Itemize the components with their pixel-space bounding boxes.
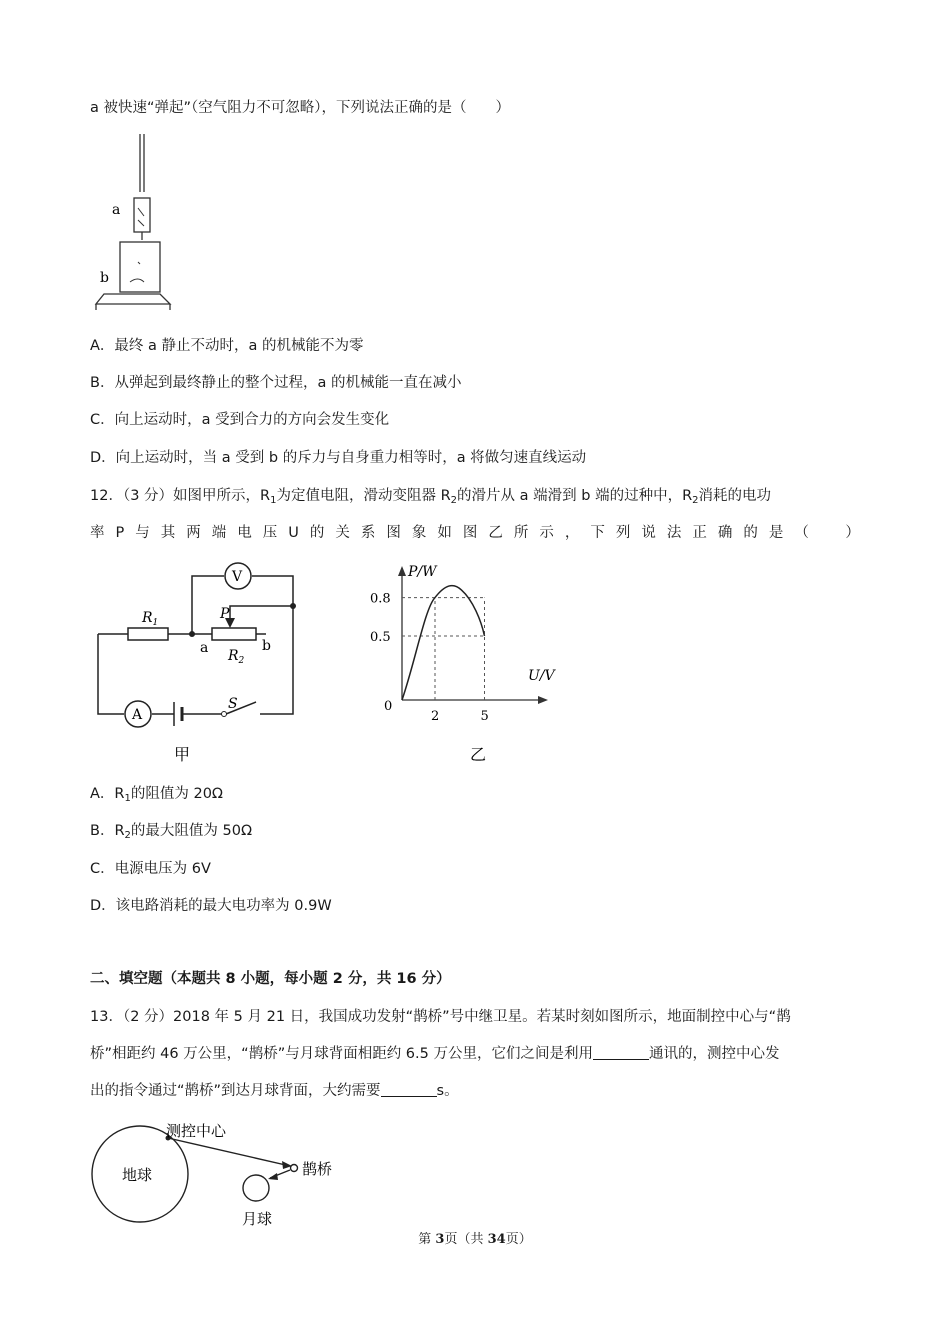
- q12-option-a: A．$R_1$的阻值为 20Ω: [90, 786, 224, 804]
- terminal-a-label: a: [200, 640, 209, 656]
- magnet-a: [134, 198, 150, 232]
- q12-line2-word: 系: [360, 525, 376, 541]
- control-center-label: 测控中心: [166, 1122, 227, 1140]
- q12-line2-word: 端: [211, 525, 227, 541]
- q12-line2-word: 象: [411, 525, 427, 541]
- q12-line2-word: 的: [309, 525, 325, 541]
- voltmeter-label: V: [232, 569, 243, 585]
- q12-line2-word: 列: [615, 525, 631, 541]
- q12-line2-word: U: [288, 525, 299, 541]
- q12-line2-word: 与: [135, 525, 150, 541]
- q12-line2-word: 图: [386, 525, 401, 541]
- q13-blank-2[interactable]: [381, 1082, 437, 1097]
- q12-line2-word: 说: [641, 525, 656, 541]
- q12-option-d: D．该电路消耗的最大电功率为 0.9W: [90, 898, 332, 914]
- stand-base: [96, 294, 170, 304]
- q12-line2-word: 其: [160, 525, 176, 541]
- q12-option-b: B．$R_2$的最大阻值为 50Ω: [90, 823, 253, 841]
- relay-label: 鹊桥: [302, 1160, 333, 1178]
- caption-yi: 乙: [470, 745, 487, 764]
- resistor-r2: [212, 628, 256, 640]
- page-footer: 第 3页（共 34页）: [418, 1232, 532, 1247]
- q12-option-c: C．电源电压为 6V: [90, 861, 211, 877]
- x-tick-label: 2: [431, 709, 440, 724]
- q12-line2-word: 乙: [488, 525, 503, 541]
- q12-line2-word: 如: [437, 525, 452, 541]
- q12-line2-word: 示: [539, 525, 554, 541]
- q12-line2-word: ）: [845, 525, 860, 541]
- q13-line2: 桥”相距约 46 万公里，“鹊桥”与月球背面相距约 6.5 万公里，它们之间是利用 通讯的，测控中心发: [90, 1046, 780, 1062]
- q11-option-d: D．向上运动时，当 a 受到 b 的斥力与自身重力相等时，a 将做匀速直线运动: [90, 450, 587, 466]
- origin-label: 0: [384, 699, 393, 714]
- q12-line2-word: 电: [237, 525, 252, 541]
- wire-left: [98, 634, 124, 714]
- slider-label: P: [220, 606, 230, 622]
- q11-option-a: A．最终 a 静止不动时，a 的机械能不为零: [90, 338, 364, 354]
- caption-jia: 甲: [174, 745, 191, 764]
- q11-option-c: C．向上运动时，a 受到合力的方向会发生变化: [90, 412, 390, 428]
- earth-label: 地球: [122, 1166, 153, 1184]
- q12-line2-word: （: [794, 525, 809, 541]
- relay-satellite: [291, 1165, 298, 1172]
- q12-line2-word: 率: [90, 525, 105, 541]
- r1-label: $R_1$: [142, 610, 159, 628]
- q12-line2-word: 图: [462, 525, 478, 541]
- q12-line2-word: P: [115, 525, 125, 541]
- r2-label: $R_2$: [228, 648, 245, 666]
- q12-line2-word: 的: [743, 525, 758, 541]
- y-axis-label: P/W: [408, 564, 437, 580]
- q11-stem-tail: a 被快速“弹起”（空气阻力不可忽略），下列说法正确的是（ ）: [90, 100, 511, 116]
- x-tick-label: 5: [480, 709, 489, 724]
- q13-blank-1[interactable]: [593, 1045, 649, 1060]
- q12-line2-word: 所: [513, 525, 529, 541]
- q12-line2-word: 下: [590, 525, 605, 541]
- switch-label: S: [228, 696, 238, 712]
- moon-label: 月球: [242, 1210, 273, 1228]
- ammeter-label: A: [132, 707, 143, 723]
- label-a: a: [112, 202, 121, 218]
- terminal-b-label: b: [262, 638, 271, 654]
- x-axis-label: U/V: [528, 668, 555, 684]
- q12-line2-word: ，: [564, 525, 580, 541]
- q12-line2-word: 正: [692, 525, 707, 541]
- q12-stem-line2: [90, 523, 860, 543]
- q13-line3: 出的指令通过“鹊桥”到达月球背面，大约需要 s。: [90, 1083, 459, 1099]
- q13-line1: 13．（2 分）2018 年 5 月 21 日，我国成功发射“鹊桥”号中继卫星。若某时刻如图所示，地面制控中心与“鹊: [90, 1009, 791, 1025]
- q12-line2-word: 两: [186, 525, 201, 541]
- moon-circle: [243, 1175, 269, 1201]
- q12-power-voltage-graph: [360, 562, 580, 772]
- q11-magnet-stand-figure: [90, 132, 190, 322]
- magnet-b: [120, 242, 160, 292]
- label-b: b: [100, 270, 109, 286]
- y-tick-label: 0.8: [370, 591, 391, 607]
- section-2-heading: 二、填空题（本题共 8 小题，每小题 2 分，共 16 分）: [90, 971, 451, 987]
- y-tick-label: 0.5: [370, 630, 391, 645]
- q12-line2-word: 是: [768, 525, 784, 541]
- q11-option-b: B．从弹起到最终静止的整个过程，a 的机械能一直在减小: [90, 375, 462, 391]
- q12-circuit-figure: [88, 562, 308, 772]
- q12-line2-word: 确: [717, 525, 733, 541]
- resistor-r1: [128, 628, 168, 640]
- q12-line2-word: 关: [335, 525, 350, 541]
- q12-line2-word: [820, 523, 835, 543]
- power-curve: [402, 586, 485, 700]
- q12-stem-line1: 12．（3 分）如图甲所示，$R_1$为定值电阻，滑动变阻器 $R_2$的滑片从 a 端滑到 b 端的过种中，$R_2$消耗的电功: [90, 488, 772, 506]
- q12-line2-word: 压: [262, 525, 278, 541]
- q13-earth-moon-figure: [88, 1120, 358, 1230]
- q12-line2-word: 法: [666, 525, 682, 541]
